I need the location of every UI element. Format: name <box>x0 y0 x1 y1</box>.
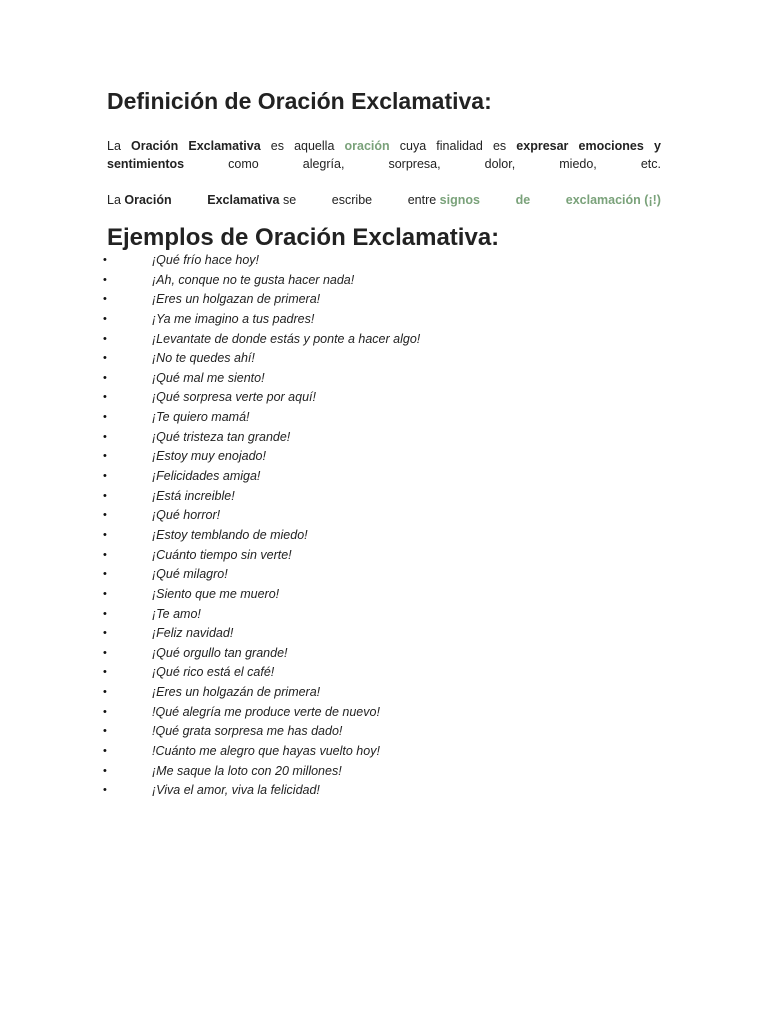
word: La <box>107 139 121 153</box>
example-text: ¡Felicidades amiga! <box>152 469 261 484</box>
word-bold: Exclamativa se <box>207 193 297 207</box>
page-title: Definición de Oración Exclamativa: <box>107 88 492 114</box>
bullet-icon: • <box>103 568 107 581</box>
example-text: ¡Cuánto tiempo sin verte! <box>152 547 292 562</box>
word-bold: emociones <box>578 139 644 153</box>
word: aquella <box>294 139 335 153</box>
example-text: ¡Qué orgullo tan grande! <box>152 645 288 660</box>
example-text: ¡Te quiero mamá! <box>152 410 250 425</box>
example-text: ¡Ya me imagino a tus padres! <box>152 311 315 326</box>
word: La Oración <box>107 193 172 207</box>
example-text: ¡Ah, conque no te gusta hacer nada! <box>152 272 355 287</box>
bullet-icon: • <box>103 273 107 286</box>
example-text: ¡Qué mal me siento! <box>152 370 265 385</box>
exclamacion-link[interactable]: exclamación (¡!) <box>565 193 661 207</box>
example-text: ¡Feliz navidad! <box>152 626 234 641</box>
word-bold: expresar <box>516 139 569 153</box>
word: sorpresa, <box>388 157 441 171</box>
bullet-icon: • <box>103 509 107 522</box>
word: es <box>492 139 507 153</box>
word: dolor, <box>484 157 516 171</box>
bullet-icon: • <box>103 548 107 561</box>
example-text: ¡Te amo! <box>152 606 201 621</box>
example-text: !Qué alegría me produce verte de nuevo! <box>152 704 380 719</box>
bullet-icon: • <box>103 607 107 620</box>
example-text: ¡Viva el amor, viva la felicidad! <box>152 783 320 798</box>
word: alegría, <box>302 157 345 171</box>
bullet-icon: • <box>103 646 107 659</box>
word: entre signos <box>407 193 480 207</box>
bullet-icon: • <box>103 254 107 266</box>
bullet-icon: • <box>103 430 107 443</box>
example-text: ¡Qué sorpresa verte por aquí! <box>152 390 316 405</box>
bullet-icon: • <box>103 764 107 777</box>
bullet-icon: • <box>103 411 107 424</box>
bullet-icon: • <box>103 312 107 325</box>
signs-line-1 <box>107 191 661 209</box>
word-bold: y <box>653 139 661 153</box>
bullet-icon: • <box>103 293 107 306</box>
bullet-icon: • <box>103 705 107 718</box>
word-bold: Exclamativa <box>188 139 261 153</box>
example-text: ¡Siento que me muero! <box>152 586 280 601</box>
word-bold: sentimientos <box>107 157 185 171</box>
bullet-icon: • <box>103 470 107 483</box>
word: etc. <box>640 157 661 171</box>
example-text: ¡Levantate de donde estás y ponte a hacer algo! <box>152 331 421 346</box>
bullet-icon: • <box>103 352 107 365</box>
bullet-icon: • <box>103 528 107 541</box>
word: finalidad <box>436 139 483 153</box>
example-text: ¡Me saque la loto con 20 millones! <box>152 763 342 778</box>
bullet-icon: • <box>103 725 107 738</box>
example-text: ¡Estoy muy enojado! <box>152 449 266 464</box>
bullet-icon: • <box>103 391 107 404</box>
bullet-icon: • <box>103 686 107 699</box>
word: escribe <box>331 193 373 207</box>
bullet-icon: • <box>103 627 107 640</box>
signs-paragraph <box>107 191 661 209</box>
example-text: ¡Está increible! <box>152 488 235 503</box>
example-text: !Qué grata sorpresa me has dado! <box>152 724 343 739</box>
examples-heading: Ejemplos de Oración Exclamativa: <box>107 224 500 251</box>
example-text: ¡Qué horror! <box>152 508 221 523</box>
example-text: ¡Qué milagro! <box>152 567 228 582</box>
word: miedo, <box>559 157 597 171</box>
bullet-icon: • <box>103 784 107 797</box>
example-text: ¡Estoy temblando de miedo! <box>152 527 308 542</box>
word: es <box>270 139 284 153</box>
example-text: ¡Qué tristeza tan grande! <box>152 429 291 444</box>
bullet-icon: • <box>103 489 107 502</box>
definition-paragraph <box>107 137 661 173</box>
bullet-icon: • <box>103 332 107 345</box>
example-text: ¡No te quedes ahí! <box>152 351 255 366</box>
definition-line-1 <box>107 137 661 155</box>
example-text: ¡Qué rico está el café! <box>152 665 275 680</box>
word: como <box>228 157 259 171</box>
bullet-icon: • <box>103 745 107 758</box>
de-link[interactable]: de <box>515 193 531 207</box>
example-text: !Cuánto me alegro que hayas vuelto hoy! <box>152 744 380 759</box>
definition-line-2 <box>107 155 661 173</box>
word-bold: Oración <box>131 139 179 153</box>
bullet-icon: • <box>103 450 107 463</box>
word: cuya <box>399 139 427 153</box>
example-text: ¡Eres un holgazan de primera! <box>152 292 321 307</box>
oracion-link[interactable]: oración <box>344 139 390 153</box>
example-text: ¡Qué frío hace hoy! <box>152 253 260 267</box>
bullet-icon: • <box>103 666 107 679</box>
signos-link[interactable]: signos <box>439 193 480 207</box>
bullet-icon: • <box>103 587 107 600</box>
example-text: ¡Eres un holgazán de primera! <box>152 685 321 700</box>
bullet-icon: • <box>103 371 107 384</box>
